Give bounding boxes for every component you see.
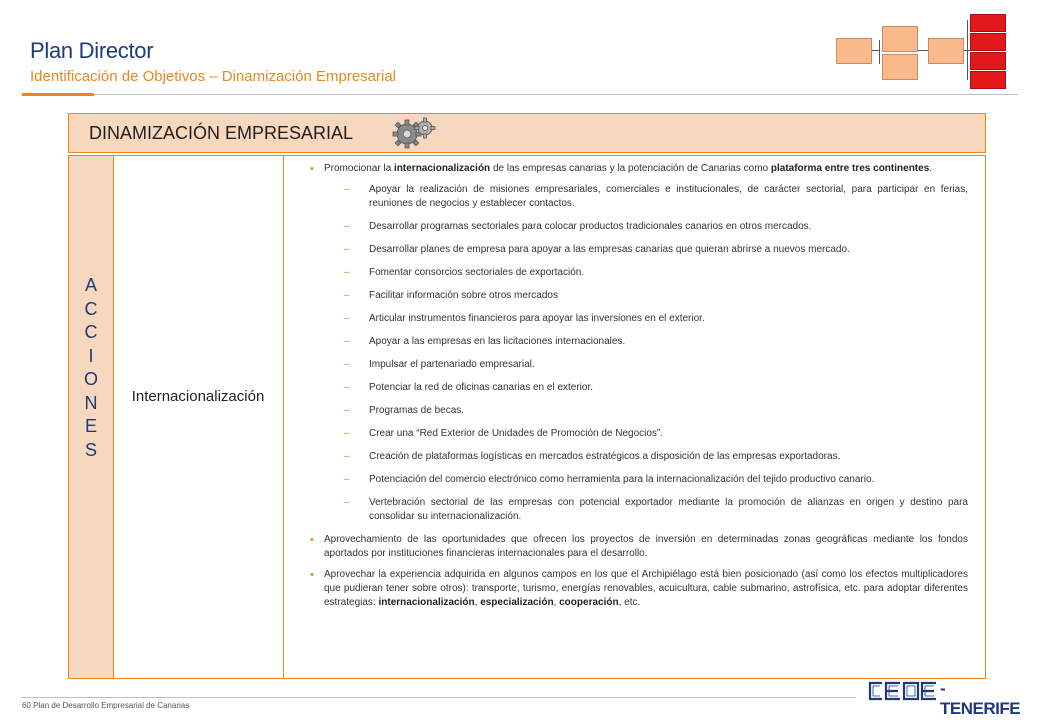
sub-item — [308, 183, 968, 211]
sub-item-text: Apoyar a las empresas en las licitaciones internacionales. — [369, 336, 626, 347]
sub-item — [308, 358, 968, 372]
bullet-item — [308, 568, 968, 610]
sub-item-text: Desarrollar planes de empresa para apoyar a las empresas canarias que quieran abrirse a nuevos mercado. — [369, 244, 850, 255]
bullet-text: de las empresas canarias y la potenciación de Canarias como — [490, 163, 771, 174]
dash-mark: – — [344, 405, 350, 416]
dash-mark: – — [344, 497, 350, 508]
page-number: 60 — [22, 701, 31, 710]
content-cell — [284, 155, 986, 679]
dash-mark: – — [344, 221, 350, 232]
bullet-text: , — [474, 597, 481, 608]
bullet-text: Promocionar la — [324, 163, 395, 174]
bullet-keyword: internacionalización — [378, 597, 475, 608]
acciones-letter: A — [84, 275, 97, 295]
diagram-box-2 — [882, 26, 918, 52]
sub-item — [308, 266, 968, 280]
page-title: Plan Director — [30, 38, 154, 63]
process-diagram-icon — [836, 14, 1012, 90]
sub-item — [308, 404, 968, 418]
content-body — [308, 162, 968, 617]
dash-mark: – — [344, 244, 350, 255]
diagram-red-box-3 — [970, 52, 1006, 70]
dash-mark: – — [344, 184, 350, 195]
sub-item — [308, 312, 968, 326]
sub-item-text: Apoyar la realización de misiones empresariales, comerciales e institucionales, de carácter sectorial, para participar en ferias, reuniones de negocios y establecer contactos. — [369, 184, 968, 209]
sub-item-text: Potenciación del comercio electrónico como herramienta para la internacionalización del tejido productivo canario. — [369, 474, 875, 485]
diagram-red-box-2 — [970, 33, 1006, 51]
dash-mark: – — [344, 428, 350, 439]
sub-item — [308, 381, 968, 395]
bullet-item — [308, 162, 968, 176]
bullet-mark: • — [310, 569, 314, 581]
sub-item-text: Programas de becas. — [369, 405, 465, 416]
sub-item-text: Facilitar información sobre otros mercados — [369, 290, 558, 301]
footer-text — [22, 701, 189, 710]
bullet-mark: • — [310, 163, 314, 175]
title-underline-grey — [94, 94, 1018, 95]
section-title: DINAMIZACIÓN EMPRESARIAL — [89, 123, 354, 143]
bullet-item — [308, 533, 968, 561]
bullet-text: Aprovechar la experiencia adquirida en algunos campos en los que el Archipiélago está bien posicionado (así como los efectos multiplicadores que pudieran tener sobre otros): transporte, turismo, energías renovables, acuicultura, cable submarino, astrofísica, etc. para adoptar diferentes estrategias: — [324, 569, 968, 608]
dash-mark: – — [344, 382, 350, 393]
sub-item — [308, 289, 968, 303]
bullet-text: , etc. — [618, 597, 641, 608]
title-underline-orange — [22, 93, 94, 96]
sub-item-text: Vertebración sectorial de las empresas con potencial exportador mediante la promoción de alianzas en origen y destino para consolidar su internacionalización. — [369, 497, 968, 522]
acciones-letter: S — [84, 439, 97, 460]
gears-icon — [391, 116, 437, 150]
acciones-column — [68, 155, 114, 679]
acciones-letter: E — [84, 416, 97, 436]
sub-item-text: Crear una “Red Exterior de Unidades de Promoción de Negocios”. — [369, 428, 664, 439]
bullet-keyword: cooperación — [559, 597, 619, 608]
sub-item-text: Impulsar el partenariado empresarial. — [369, 359, 535, 370]
sub-item-text: Fomentar consorcios sectoriales de exportación. — [369, 267, 585, 278]
sub-item-text: Potenciar la red de oficinas canarias en el exterior. — [369, 382, 594, 393]
acciones-letter: C — [84, 298, 98, 319]
logo-text: -TENERIFE — [940, 679, 1021, 718]
diagram-red-box-4 — [970, 71, 1006, 89]
diagram-connector — [879, 40, 880, 64]
dash-mark: – — [344, 267, 350, 278]
dash-mark: – — [344, 313, 350, 324]
diagram-box-3 — [882, 54, 918, 80]
sub-item-text: Creación de plataformas logísticas en mercados estratégicos a disposición de las empresas exportadoras. — [369, 451, 841, 462]
sub-item-text: Desarrollar programas sectoriales para colocar productos tradicionales canarios en otros mercados. — [369, 221, 812, 232]
diagram-box-4 — [928, 38, 964, 64]
bullet-text: , — [553, 597, 560, 608]
sub-item — [308, 220, 968, 234]
diagram-connector — [918, 50, 928, 51]
ceoe-tenerife-logo — [866, 676, 1021, 718]
diagram-box-1 — [836, 38, 872, 64]
dash-mark: – — [344, 474, 350, 485]
sub-item-text: Articular instrumentos financieros para apoyar las inversiones en el exterior. — [369, 313, 705, 324]
acciones-vertical-label — [69, 274, 113, 462]
diagram-red-box-1 — [970, 14, 1006, 32]
acciones-letter: C — [84, 322, 98, 342]
diagram-connector — [967, 20, 968, 80]
footer-rule — [22, 697, 856, 698]
sub-item — [308, 496, 968, 524]
dash-mark: – — [344, 359, 350, 370]
sub-item-list — [308, 183, 968, 524]
bullet-text: . — [929, 163, 933, 174]
page-subtitle: Identificación de Objetivos – Dinamización Empresarial — [30, 68, 397, 85]
ceoe-logo-mark — [866, 678, 940, 704]
sub-item — [308, 427, 968, 441]
bullet-mark: • — [310, 534, 314, 546]
sub-item — [308, 450, 968, 464]
bullet-text: Aprovechamiento de las oportunidades que ofrecen los proyectos de inversión en determinadas zonas geográficas mediante los fondos aportados por instituciones financieras internacionales para el desarrollo. — [324, 534, 968, 559]
dash-mark: – — [344, 290, 350, 301]
bullet-keyword: plataforma entre tres continentes — [770, 163, 930, 174]
dash-mark: – — [344, 336, 350, 347]
acciones-letter: O — [83, 369, 98, 389]
sub-item — [308, 243, 968, 257]
row-label: Internacionalización — [131, 388, 265, 405]
dash-mark: – — [344, 451, 350, 462]
bullet-keyword: especialización — [480, 597, 554, 608]
bullet-keyword: internacionalización — [394, 163, 491, 174]
section-header — [68, 113, 986, 153]
sub-item — [308, 335, 968, 349]
sub-item — [308, 473, 968, 487]
row-label-cell — [114, 155, 284, 679]
document-name: Plan de Desarrollo Empresarial de Canarias — [33, 701, 190, 710]
acciones-letter: I — [88, 345, 94, 366]
acciones-letter: N — [84, 392, 98, 413]
